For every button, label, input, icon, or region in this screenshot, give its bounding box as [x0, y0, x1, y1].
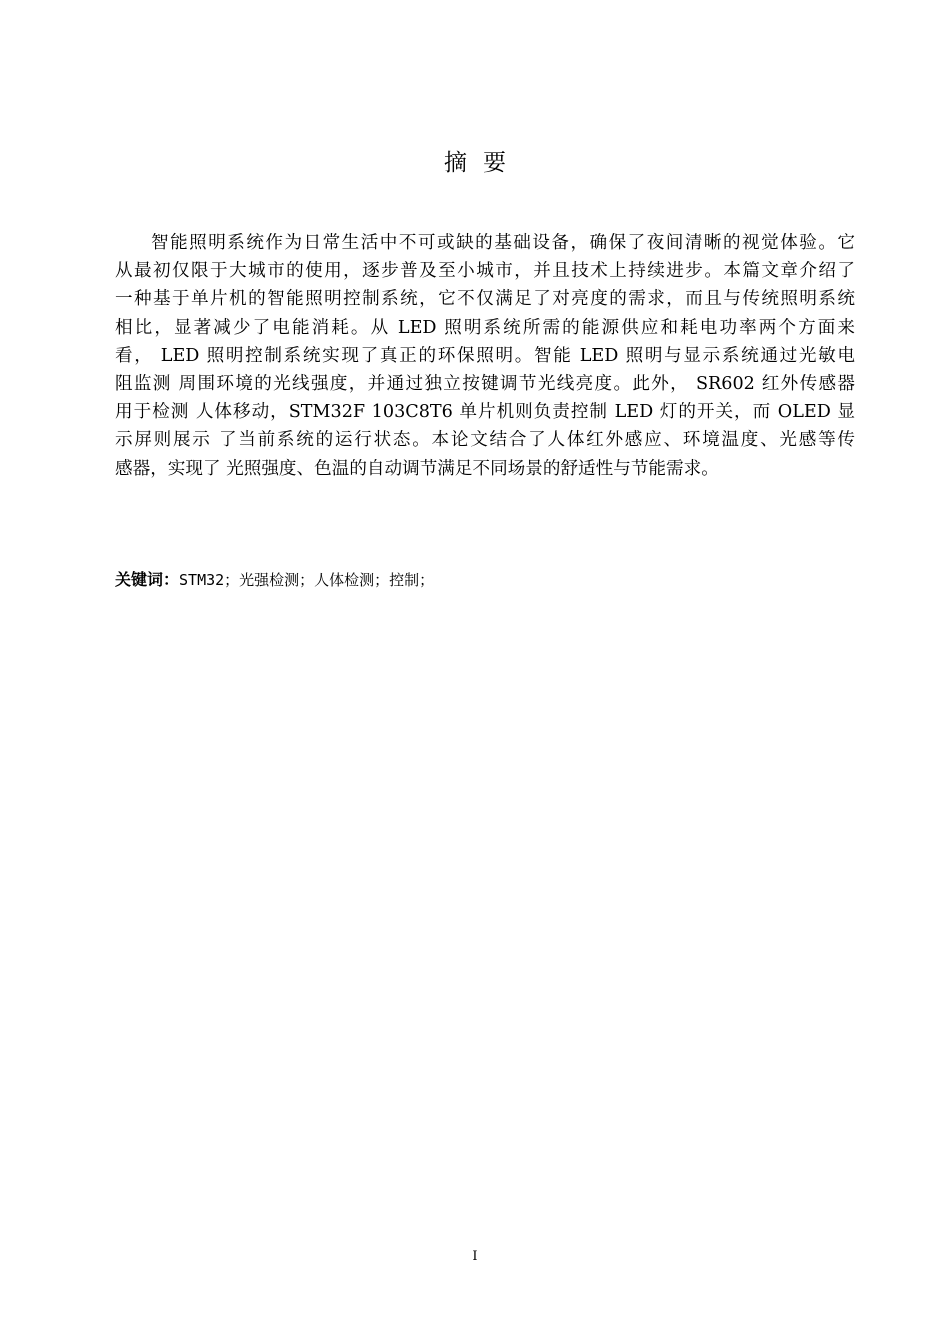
abstract-line: 示屏则展示 了当前系统的运行状态。本论文结合了人体红外感应、环境温度、光感等传	[115, 430, 855, 451]
keywords-line	[115, 567, 434, 593]
abstract-line: 感器，实现了 光照强度、色温的自动调节满足不同场景的舒适性与节能需求。	[115, 458, 719, 479]
abstract-line: 阻监测 周围环境的光线强度，并通过独立按键调节光线亮度。此外， SR602 红外传感器	[115, 374, 855, 395]
abstract-line: 一种基于单片机的智能照明控制系统，它不仅满足了对亮度的需求，而且与传统照明系统	[115, 289, 855, 310]
page-title: 摘要	[444, 150, 522, 176]
page-number: I	[472, 1249, 478, 1264]
abstract-line: 相比，显著减少了电能消耗。从 LED 照明系统所需的能源供应和耗电功率两个方面来	[115, 317, 855, 338]
abstract-line: 看， LED 照明控制系统实现了真正的环保照明。智能 LED 照明与显示系统通过光敏电	[115, 345, 855, 366]
keywords-label: 关键词：	[115, 570, 180, 589]
keywords-text: STM32；光强检测；人体检测；控制；	[179, 571, 435, 589]
abstract-line: 从最初仅限于大城市的使用，逐步普及至小城市，并且技术上持续进步。本篇文章介绍了	[115, 261, 855, 282]
abstract-paragraph	[115, 229, 855, 483]
abstract-line: 用于检测 人体移动，STM32F 103C8T6 单片机则负责控制 LED 灯的开关，而 OLED 显	[115, 402, 855, 423]
abstract-line: 智能照明系统作为日常生活中不可或缺的基础设备，确保了夜间清晰的视觉体验。它	[151, 233, 855, 253]
